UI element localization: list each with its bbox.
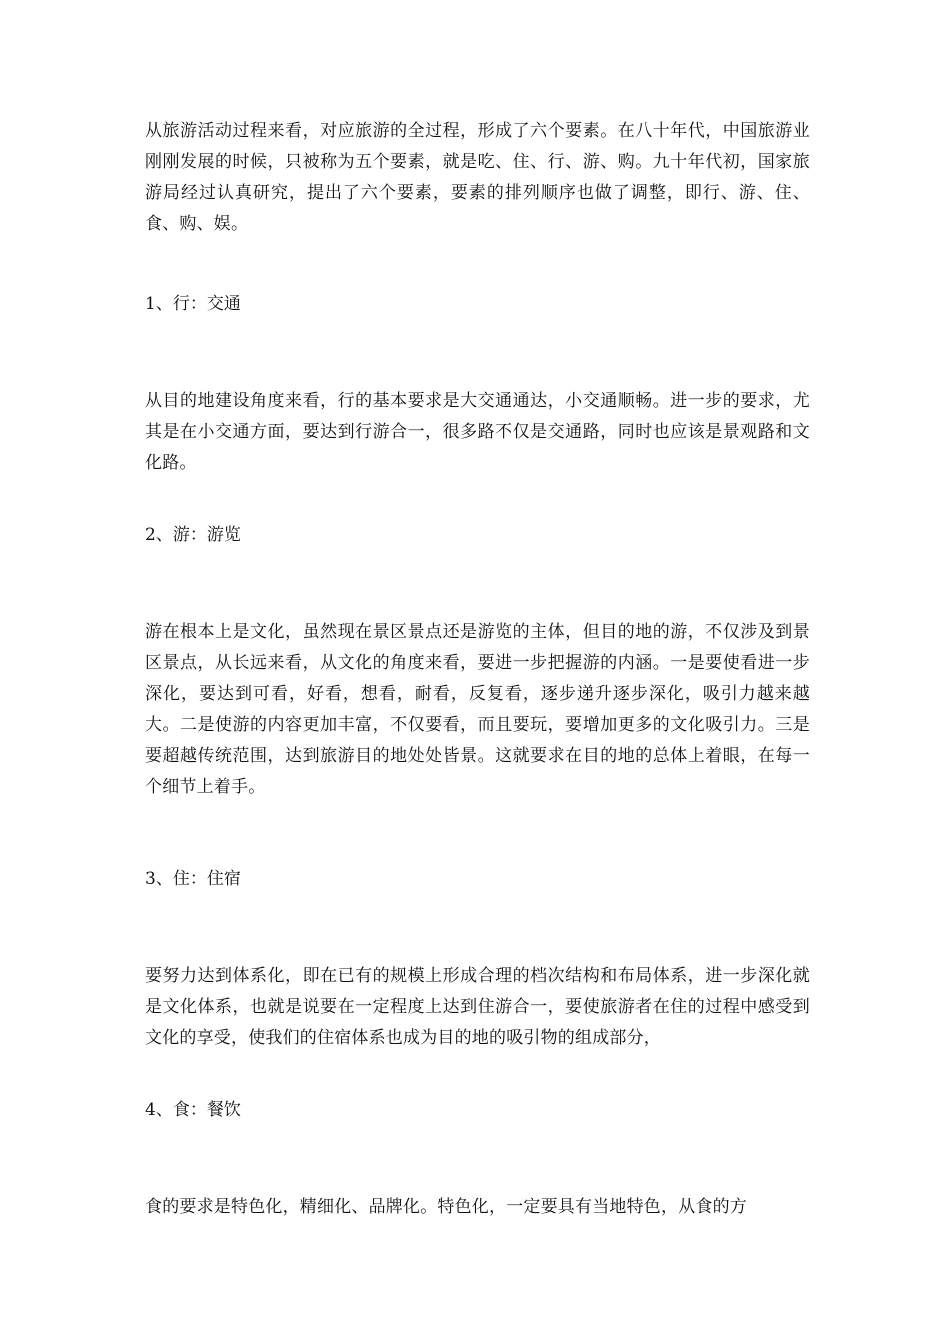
intro-paragraph: 从旅游活动过程来看，对应旅游的全过程，形成了六个要素。在八十年代，中国旅游业刚刚发展的时候，只被称为五个要素，就是吃、住、行、游、购。九十年代初，国家旅游局经过认真研究，提出了六个要素，要素的排列顺序也做了调整，即行、游、住、食、购、娱。 bbox=[145, 121, 810, 234]
section-body-sightseeing: 游在根本上是文化，虽然现在景区景点还是游览的主体，但目的地的游，不仅涉及到景区景点，从长远来看，从文化的角度来看，要进一步把握游的内涵。一是要使看进一步深化，要达到可看，好看，想看，耐看，反复看，逐步递升逐步深化，吸引力越来越大。二是使游的内容更加丰富，不仅要看，而且要玩，要增加更多的文化吸引力。三是要超越传统范围，达到旅游目的地处处皆景。这就要求在目的地的总体上着眼，在每一个细节上着手。 bbox=[145, 622, 810, 797]
section-body-transport: 从目的地建设角度来看，行的基本要求是大交通通达，小交通顺畅。进一步的要求，尤其是在小交通方面，要达到行游合一，很多路不仅是交通路，同时也应该是景观路和文化路。 bbox=[145, 391, 810, 473]
section-heading-dining: 4、食：餐饮 bbox=[145, 1100, 241, 1120]
section-heading-accommodation: 3、住：住宿 bbox=[145, 869, 241, 889]
section-heading-transport: 1、行：交通 bbox=[145, 294, 241, 314]
section-body-dining: 食的要求是特色化，精细化、品牌化。特色化，一定要具有当地特色，从食的方 bbox=[145, 1197, 747, 1217]
section-body-accommodation: 要努力达到体系化，即在已有的规模上形成合理的档次结构和布局体系，进一步深化就是文化体系，也就是说要在一定程度上达到住游合一，要使旅游者在住的过程中感受到文化的享受，使我们的住宿体系也成为目的地的吸引物的组成部分， bbox=[145, 966, 810, 1048]
section-heading-sightseeing: 2、游：游览 bbox=[145, 525, 241, 545]
